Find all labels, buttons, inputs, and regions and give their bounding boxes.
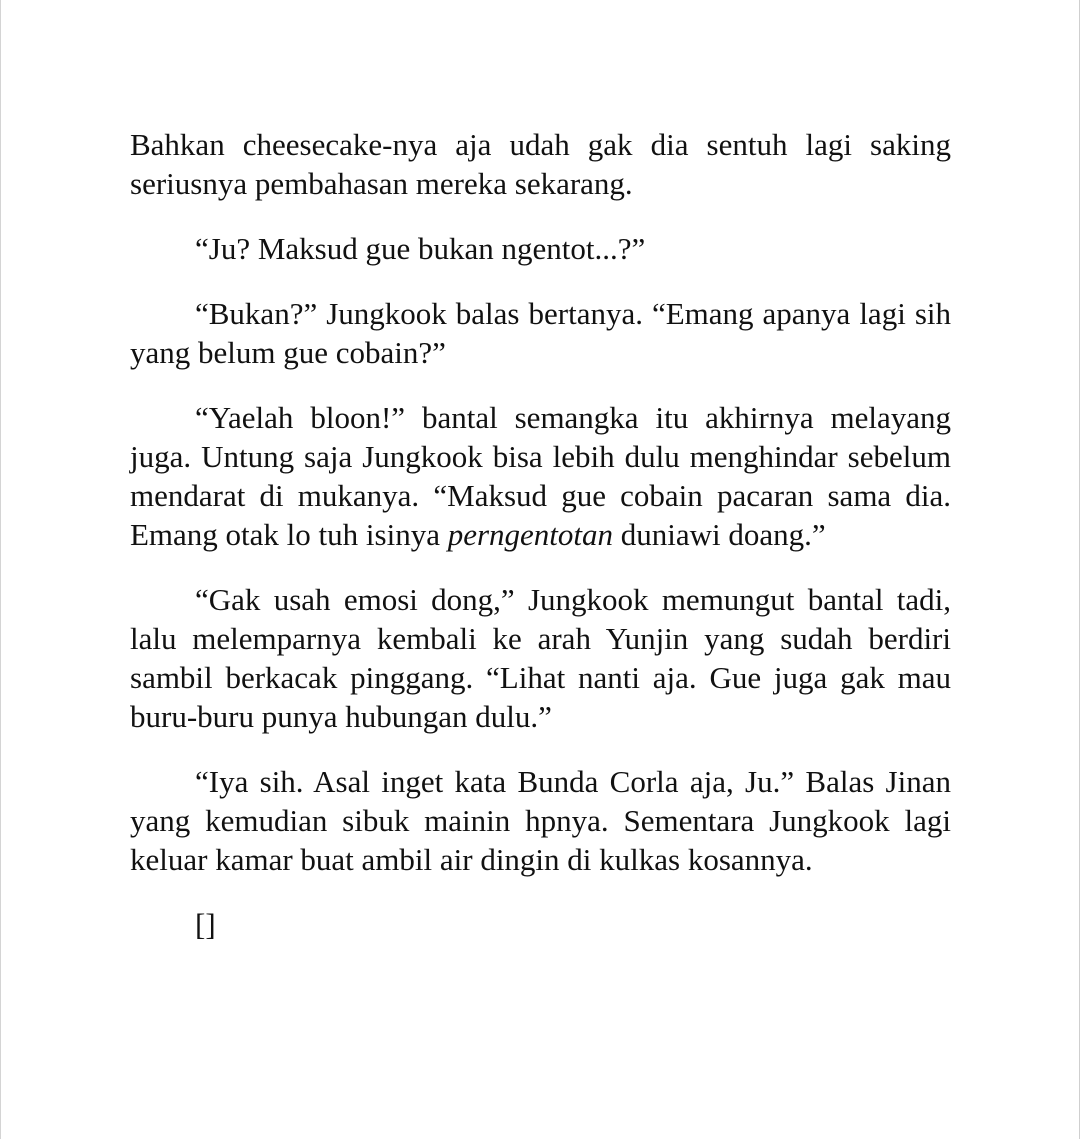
paragraph-6: “Iya sih. Asal inget kata Bunda Corla aja, Ju.” Balas Jinan yang kemudian sibuk mainin hpnya. Sementara Jungkook lagi keluar kamar buat ambil air dingin di kulkas kosannya. <box>130 764 951 877</box>
paragraph-2: “Ju? Maksud gue bukan ngentot...?” <box>195 231 646 266</box>
paragraph-4-text-before: “Yaelah bloon!” bantal semangka itu akhirnya melayang juga. Untung saja Jungkook bisa lebih dulu menghindar sebelum mendarat di mukanya. “Maksud gue cobain pacaran sama dia. Emang otak lo tuh isinya <box>130 400 951 552</box>
document-body <box>130 125 951 970</box>
paragraph-4 <box>130 398 951 554</box>
paragraph-4-italic-term: perngentotan <box>447 517 614 552</box>
paragraph-1: Bahkan cheesecake-nya aja udah gak dia sentuh lagi saking seriusnya pembahasan mereka sekarang. <box>130 127 951 201</box>
paragraph-3: “Bukan?” Jungkook balas bertanya. “Emang apanya lagi sih yang belum gue cobain?” <box>130 296 951 370</box>
scene-break-marker: [] <box>195 907 216 942</box>
paragraph-5: “Gak usah emosi dong,” Jungkook memungut bantal tadi, lalu melemparnya kembali ke arah Yunjin yang sudah berdiri sambil berkacak pinggang. “Lihat nanti aja. Gue juga gak mau buru-buru punya hubungan dulu.” <box>130 582 951 734</box>
paragraph-4-text-after: duniawi doang.” <box>613 517 826 552</box>
